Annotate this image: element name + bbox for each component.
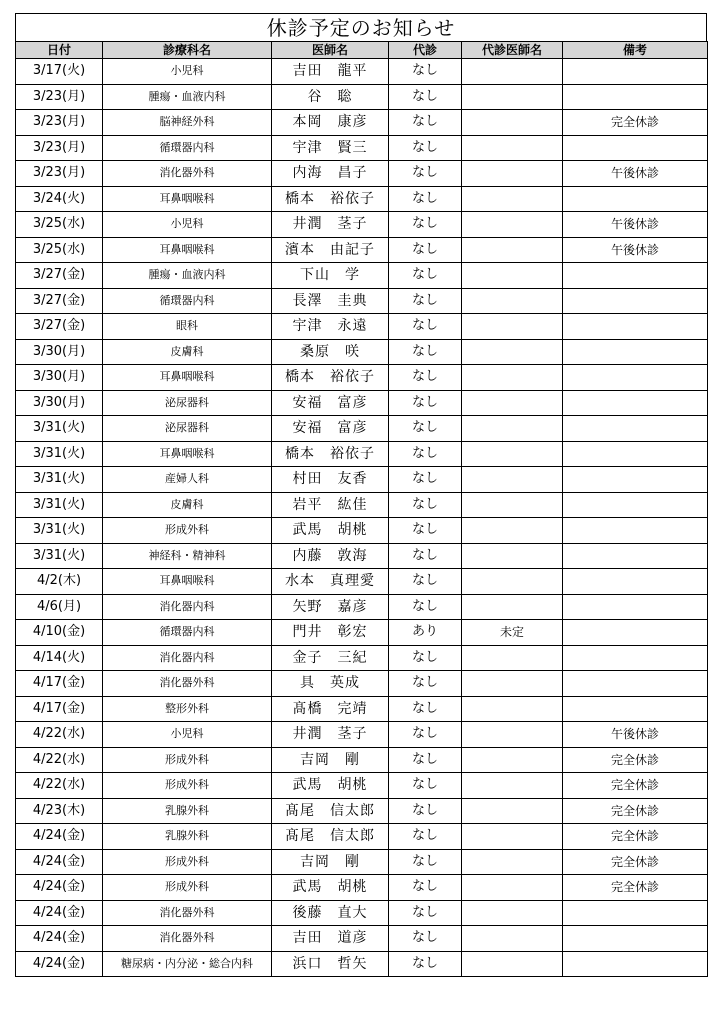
table-row — [16, 110, 708, 136]
cell-doctor: 武馬 胡桃 — [272, 518, 389, 544]
cell-doctor: 髙尾 信太郎 — [272, 824, 389, 850]
cell-date: 3/27(金) — [16, 314, 103, 340]
cell-doctor: 村田 友香 — [272, 467, 389, 493]
column-header-remarks: 備考 — [563, 42, 708, 59]
cell-remarks — [563, 543, 708, 569]
cell-remarks — [563, 288, 708, 314]
cell-substitute-doctor — [462, 926, 563, 952]
cell-substitute: なし — [389, 645, 462, 671]
cell-date: 3/31(火) — [16, 492, 103, 518]
cell-substitute-doctor — [462, 161, 563, 187]
cell-substitute: なし — [389, 135, 462, 161]
table-row — [16, 467, 708, 493]
cell-substitute-doctor — [462, 747, 563, 773]
cell-date: 3/25(水) — [16, 212, 103, 238]
cell-substitute: なし — [389, 875, 462, 901]
cell-substitute: なし — [389, 926, 462, 952]
cell-substitute-doctor — [462, 773, 563, 799]
cell-department: 消化器外科 — [103, 671, 272, 697]
cell-date: 4/22(水) — [16, 773, 103, 799]
cell-department: 皮膚科 — [103, 339, 272, 365]
cell-substitute-doctor — [462, 288, 563, 314]
cell-doctor: 内藤 敦海 — [272, 543, 389, 569]
cell-remarks — [563, 416, 708, 442]
cell-department: 小児科 — [103, 59, 272, 85]
cell-date: 4/10(金) — [16, 620, 103, 646]
cell-substitute: なし — [389, 467, 462, 493]
cell-date: 4/23(木) — [16, 798, 103, 824]
cell-department: 消化器外科 — [103, 900, 272, 926]
cell-doctor: 谷 聡 — [272, 84, 389, 110]
cell-doctor: 吉田 道彦 — [272, 926, 389, 952]
cell-department: 泌尿器科 — [103, 416, 272, 442]
cell-substitute: なし — [389, 339, 462, 365]
cell-substitute-doctor — [462, 441, 563, 467]
cell-remarks — [563, 84, 708, 110]
cell-substitute-doctor — [462, 365, 563, 391]
table-row — [16, 900, 708, 926]
cell-doctor: 水本 真理愛 — [272, 569, 389, 595]
table-row — [16, 84, 708, 110]
cell-remarks — [563, 926, 708, 952]
closure-schedule-table — [15, 41, 708, 977]
cell-department: 眼科 — [103, 314, 272, 340]
cell-remarks — [563, 467, 708, 493]
cell-remarks: 午後休診 — [563, 722, 708, 748]
table-row — [16, 951, 708, 977]
cell-substitute: なし — [389, 416, 462, 442]
table-row — [16, 161, 708, 187]
table-row — [16, 620, 708, 646]
cell-substitute-doctor — [462, 518, 563, 544]
cell-substitute-doctor — [462, 237, 563, 263]
cell-substitute-doctor: 未定 — [462, 620, 563, 646]
cell-remarks — [563, 569, 708, 595]
cell-department: 耳鼻咽喉科 — [103, 365, 272, 391]
cell-substitute: なし — [389, 110, 462, 136]
cell-date: 4/24(金) — [16, 926, 103, 952]
cell-department: 形成外科 — [103, 849, 272, 875]
cell-remarks: 完全休診 — [563, 798, 708, 824]
cell-date: 4/24(金) — [16, 824, 103, 850]
column-header-doctor: 医師名 — [272, 42, 389, 59]
cell-substitute-doctor — [462, 110, 563, 136]
table-row — [16, 416, 708, 442]
table-row — [16, 671, 708, 697]
cell-substitute-doctor — [462, 696, 563, 722]
cell-substitute: なし — [389, 237, 462, 263]
cell-date: 3/24(火) — [16, 186, 103, 212]
cell-department: 循環器内科 — [103, 135, 272, 161]
cell-substitute: なし — [389, 161, 462, 187]
cell-doctor: 矢野 嘉彦 — [272, 594, 389, 620]
table-row — [16, 722, 708, 748]
cell-department: 乳腺外科 — [103, 824, 272, 850]
table-row — [16, 135, 708, 161]
column-header-department: 診療科名 — [103, 42, 272, 59]
cell-substitute: なし — [389, 186, 462, 212]
cell-doctor: 内海 昌子 — [272, 161, 389, 187]
cell-department: 皮膚科 — [103, 492, 272, 518]
table-row — [16, 645, 708, 671]
table-row — [16, 186, 708, 212]
cell-substitute-doctor — [462, 543, 563, 569]
column-header-date: 日付 — [16, 42, 103, 59]
cell-department: 形成外科 — [103, 773, 272, 799]
table-row — [16, 773, 708, 799]
cell-doctor: 井潤 茎子 — [272, 212, 389, 238]
table-row — [16, 339, 708, 365]
cell-remarks — [563, 390, 708, 416]
cell-doctor: 門井 彰宏 — [272, 620, 389, 646]
cell-substitute: なし — [389, 594, 462, 620]
cell-department: 産婦人科 — [103, 467, 272, 493]
cell-substitute: なし — [389, 212, 462, 238]
cell-substitute: なし — [389, 59, 462, 85]
table-row — [16, 849, 708, 875]
column-header-substitute: 代診 — [389, 42, 462, 59]
cell-date: 4/24(金) — [16, 900, 103, 926]
cell-remarks: 午後休診 — [563, 212, 708, 238]
cell-substitute-doctor — [462, 390, 563, 416]
cell-date: 3/23(月) — [16, 84, 103, 110]
cell-date: 4/2(木) — [16, 569, 103, 595]
cell-substitute-doctor — [462, 416, 563, 442]
cell-department: 耳鼻咽喉科 — [103, 569, 272, 595]
cell-department: 乳腺外科 — [103, 798, 272, 824]
cell-remarks — [563, 135, 708, 161]
cell-substitute-doctor — [462, 594, 563, 620]
cell-doctor: 武馬 胡桃 — [272, 875, 389, 901]
cell-department: 泌尿器科 — [103, 390, 272, 416]
table-row — [16, 441, 708, 467]
cell-date: 3/30(月) — [16, 339, 103, 365]
cell-department: 耳鼻咽喉科 — [103, 237, 272, 263]
cell-department: 消化器外科 — [103, 926, 272, 952]
cell-date: 3/27(金) — [16, 288, 103, 314]
cell-date: 4/24(金) — [16, 875, 103, 901]
cell-date: 3/31(火) — [16, 467, 103, 493]
cell-doctor: 後藤 直大 — [272, 900, 389, 926]
table-row — [16, 237, 708, 263]
cell-substitute-doctor — [462, 492, 563, 518]
cell-date: 4/22(水) — [16, 747, 103, 773]
cell-remarks — [563, 518, 708, 544]
cell-substitute: なし — [389, 671, 462, 697]
cell-remarks — [563, 314, 708, 340]
cell-department: 糖尿病・内分泌・総合内科 — [103, 951, 272, 977]
cell-remarks — [563, 339, 708, 365]
cell-date: 3/23(月) — [16, 161, 103, 187]
cell-remarks — [563, 594, 708, 620]
cell-date: 3/31(火) — [16, 441, 103, 467]
cell-remarks — [563, 59, 708, 85]
cell-remarks: 午後休診 — [563, 161, 708, 187]
table-row — [16, 543, 708, 569]
cell-date: 4/14(火) — [16, 645, 103, 671]
cell-substitute-doctor — [462, 798, 563, 824]
cell-department: 消化器内科 — [103, 594, 272, 620]
cell-remarks — [563, 951, 708, 977]
table-row — [16, 314, 708, 340]
cell-date: 4/24(金) — [16, 849, 103, 875]
cell-remarks: 完全休診 — [563, 849, 708, 875]
cell-substitute: なし — [389, 492, 462, 518]
cell-doctor: 武馬 胡桃 — [272, 773, 389, 799]
table-row — [16, 390, 708, 416]
table-row — [16, 263, 708, 289]
cell-remarks: 完全休診 — [563, 773, 708, 799]
cell-doctor: 吉岡 剛 — [272, 849, 389, 875]
cell-remarks — [563, 441, 708, 467]
cell-doctor: 安福 富彦 — [272, 416, 389, 442]
cell-substitute-doctor — [462, 84, 563, 110]
cell-remarks — [563, 186, 708, 212]
cell-department: 形成外科 — [103, 518, 272, 544]
cell-substitute: なし — [389, 518, 462, 544]
cell-substitute: なし — [389, 263, 462, 289]
cell-department: 腫瘍・血液内科 — [103, 84, 272, 110]
table-row — [16, 747, 708, 773]
table-row — [16, 569, 708, 595]
cell-substitute-doctor — [462, 467, 563, 493]
cell-department: 形成外科 — [103, 747, 272, 773]
cell-substitute: なし — [389, 569, 462, 595]
cell-remarks — [563, 645, 708, 671]
cell-remarks: 完全休診 — [563, 110, 708, 136]
cell-doctor: 下山 学 — [272, 263, 389, 289]
page-title: 休診予定のお知らせ — [15, 13, 707, 41]
table-row — [16, 59, 708, 85]
cell-substitute-doctor — [462, 314, 563, 340]
closure-notice-sheet — [15, 13, 707, 977]
cell-remarks — [563, 365, 708, 391]
table-row — [16, 798, 708, 824]
cell-substitute-doctor — [462, 900, 563, 926]
cell-remarks: 完全休診 — [563, 747, 708, 773]
cell-doctor: 井潤 茎子 — [272, 722, 389, 748]
cell-doctor: 橋本 裕依子 — [272, 441, 389, 467]
cell-doctor: 浜口 哲矢 — [272, 951, 389, 977]
cell-substitute: なし — [389, 314, 462, 340]
cell-date: 3/25(水) — [16, 237, 103, 263]
cell-substitute-doctor — [462, 339, 563, 365]
cell-doctor: 桑原 咲 — [272, 339, 389, 365]
cell-substitute-doctor — [462, 849, 563, 875]
cell-date: 3/30(月) — [16, 390, 103, 416]
cell-department: 整形外科 — [103, 696, 272, 722]
cell-doctor: 具 英成 — [272, 671, 389, 697]
cell-date: 3/23(月) — [16, 110, 103, 136]
cell-substitute: なし — [389, 798, 462, 824]
cell-department: 耳鼻咽喉科 — [103, 441, 272, 467]
cell-remarks — [563, 696, 708, 722]
cell-date: 3/31(火) — [16, 416, 103, 442]
table-row — [16, 594, 708, 620]
cell-doctor: 宇津 永遠 — [272, 314, 389, 340]
cell-doctor: 本岡 康彦 — [272, 110, 389, 136]
table-header-row — [16, 42, 708, 59]
cell-department: 消化器内科 — [103, 645, 272, 671]
cell-substitute: なし — [389, 951, 462, 977]
cell-doctor: 橋本 裕依子 — [272, 365, 389, 391]
cell-doctor: 安福 富彦 — [272, 390, 389, 416]
cell-department: 神経科・精神科 — [103, 543, 272, 569]
cell-date: 4/6(月) — [16, 594, 103, 620]
cell-substitute: なし — [389, 696, 462, 722]
cell-substitute: なし — [389, 365, 462, 391]
cell-date: 3/27(金) — [16, 263, 103, 289]
cell-substitute-doctor — [462, 645, 563, 671]
cell-substitute-doctor — [462, 671, 563, 697]
cell-doctor: 長澤 圭典 — [272, 288, 389, 314]
cell-department: 耳鼻咽喉科 — [103, 186, 272, 212]
table-row — [16, 492, 708, 518]
cell-date: 3/30(月) — [16, 365, 103, 391]
cell-remarks — [563, 492, 708, 518]
cell-substitute: なし — [389, 543, 462, 569]
cell-substitute-doctor — [462, 824, 563, 850]
cell-doctor: 濱本 由記子 — [272, 237, 389, 263]
cell-substitute-doctor — [462, 263, 563, 289]
table-row — [16, 212, 708, 238]
cell-department: 小児科 — [103, 722, 272, 748]
cell-substitute: なし — [389, 722, 462, 748]
cell-substitute: なし — [389, 900, 462, 926]
cell-doctor: 髙尾 信太郎 — [272, 798, 389, 824]
cell-doctor: 髙橋 完靖 — [272, 696, 389, 722]
cell-date: 3/31(火) — [16, 543, 103, 569]
cell-department: 消化器外科 — [103, 161, 272, 187]
cell-substitute-doctor — [462, 722, 563, 748]
table-row — [16, 824, 708, 850]
cell-date: 4/22(水) — [16, 722, 103, 748]
cell-date: 3/17(火) — [16, 59, 103, 85]
cell-department: 腫瘍・血液内科 — [103, 263, 272, 289]
cell-doctor: 吉田 龍平 — [272, 59, 389, 85]
cell-date: 4/17(金) — [16, 696, 103, 722]
table-row — [16, 875, 708, 901]
cell-date: 4/24(金) — [16, 951, 103, 977]
cell-substitute: なし — [389, 390, 462, 416]
cell-doctor: 岩平 紘佳 — [272, 492, 389, 518]
cell-doctor: 宇津 賢三 — [272, 135, 389, 161]
cell-substitute-doctor — [462, 951, 563, 977]
cell-date: 4/17(金) — [16, 671, 103, 697]
cell-substitute: なし — [389, 773, 462, 799]
cell-remarks: 完全休診 — [563, 875, 708, 901]
cell-doctor: 金子 三紀 — [272, 645, 389, 671]
cell-substitute-doctor — [462, 875, 563, 901]
cell-remarks — [563, 900, 708, 926]
cell-date: 3/31(火) — [16, 518, 103, 544]
cell-substitute-doctor — [462, 186, 563, 212]
cell-department: 循環器内科 — [103, 620, 272, 646]
cell-substitute: あり — [389, 620, 462, 646]
cell-substitute: なし — [389, 441, 462, 467]
table-body — [16, 59, 708, 977]
table-row — [16, 288, 708, 314]
cell-doctor: 橋本 裕依子 — [272, 186, 389, 212]
cell-substitute: なし — [389, 824, 462, 850]
cell-department: 形成外科 — [103, 875, 272, 901]
cell-remarks: 午後休診 — [563, 237, 708, 263]
cell-substitute: なし — [389, 84, 462, 110]
cell-substitute-doctor — [462, 59, 563, 85]
cell-remarks — [563, 671, 708, 697]
cell-remarks: 完全休診 — [563, 824, 708, 850]
cell-remarks — [563, 620, 708, 646]
cell-substitute-doctor — [462, 212, 563, 238]
cell-remarks — [563, 263, 708, 289]
cell-substitute: なし — [389, 747, 462, 773]
cell-substitute: なし — [389, 288, 462, 314]
cell-doctor: 吉岡 剛 — [272, 747, 389, 773]
cell-substitute: なし — [389, 849, 462, 875]
cell-substitute-doctor — [462, 135, 563, 161]
cell-department: 循環器内科 — [103, 288, 272, 314]
table-row — [16, 518, 708, 544]
table-row — [16, 365, 708, 391]
cell-substitute-doctor — [462, 569, 563, 595]
table-row — [16, 696, 708, 722]
cell-date: 3/23(月) — [16, 135, 103, 161]
column-header-substitute-doctor: 代診医師名 — [462, 42, 563, 59]
table-row — [16, 926, 708, 952]
cell-department: 小児科 — [103, 212, 272, 238]
cell-department: 脳神経外科 — [103, 110, 272, 136]
